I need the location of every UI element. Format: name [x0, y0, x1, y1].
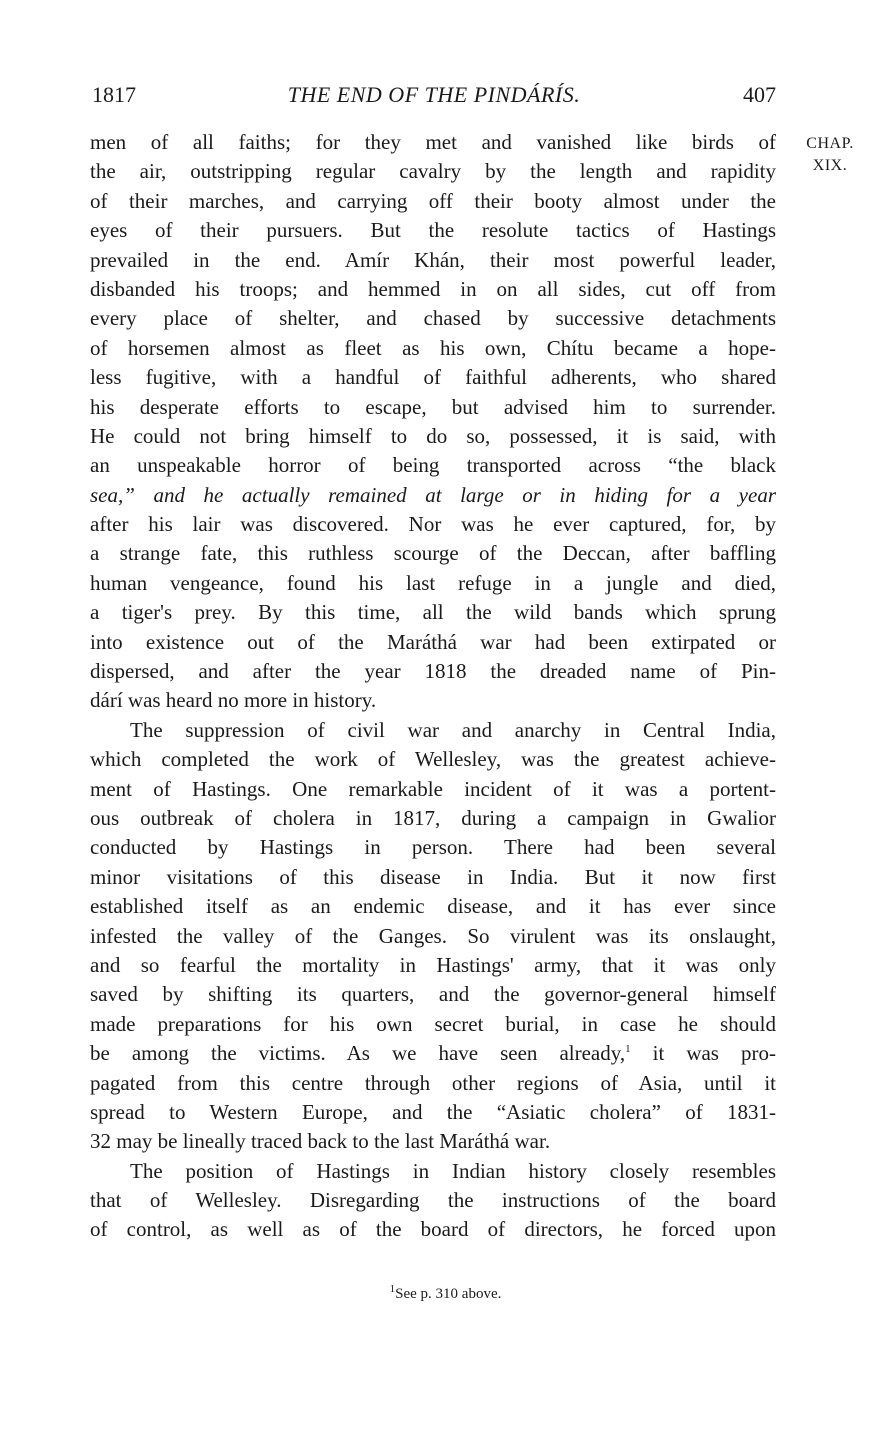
text-line: dárí was heard no more in history. [90, 688, 377, 713]
text-line: of their marches, and carrying off their booty almost under the [90, 188, 776, 213]
text-line: which completed the work of Wellesley, was the greatest achieve- [90, 747, 776, 772]
text-line: saved by shifting its quarters, and the governor-general himself [90, 982, 776, 1007]
text-line: prevailed in the end. Amír Khán, their most powerful leader, [90, 247, 776, 272]
text-line: after his lair was discovered. Nor was he ever captured, for, by [90, 512, 776, 537]
text-line: He could not bring himself to do so, possessed, it is said, with [90, 423, 776, 448]
text-line: pagated from this centre through other regions of Asia, until it [90, 1070, 776, 1095]
text-line: made preparations for his own secret burial, in case he should [90, 1011, 776, 1036]
text-line: the air, outstripping regular cavalry by the length and rapidity [90, 159, 776, 184]
paragraph-first-line: The position of Hastings in Indian history closely resembles [130, 1158, 776, 1183]
footnote-reference[interactable]: 1 [625, 1043, 631, 1056]
text-line: a strange fate, this ruthless scourge of the Deccan, after baffling [90, 541, 776, 566]
chapter-label: CHAP. [806, 135, 854, 152]
text-line: ment of Hastings. One remarkable incident of it was a portent- [90, 776, 776, 801]
text-line: of control, as well as of the board of directors, he forced upon [90, 1217, 776, 1242]
footnote [0, 1283, 891, 1303]
header-title: THE END OF THE PINDÁRÍS. [287, 82, 581, 107]
text-line: dispersed, and after the year 1818 the dreaded name of Pin- [90, 659, 776, 684]
text-line: established itself as an endemic disease, and it has ever since [90, 894, 776, 919]
text-line: into existence out of the Maráthá war had been extirpated or [90, 629, 776, 654]
text-line: ous outbreak of cholera in 1817, during a campaign in Gwalior [90, 805, 776, 830]
page-number: 407 [743, 82, 776, 107]
text-line: spread to Western Europe, and the “Asiatic cholera” of 1831- [90, 1099, 776, 1124]
text-segment: be among the victims. As we have seen already, [90, 1041, 626, 1066]
text-line: his desperate efforts to escape, but advised him to surrender. [90, 394, 776, 419]
paragraph-first-line: The suppression of civil war and anarchy in Central India, [130, 717, 776, 742]
footnote-text: See p. 310 above. [395, 1286, 502, 1302]
text-line: 32 may be lineally traced back to the last Maráthá war. [90, 1129, 551, 1154]
text-line: men of all faiths; for they met and vanished like birds of [90, 130, 776, 154]
text-line: human vengeance, found his last refuge in a jungle and died, [90, 570, 776, 595]
text-line: infested the valley of the Ganges. So virulent was its onslaught, [90, 923, 776, 948]
text-line: of horsemen almost as fleet as his own, Chítu became a hope- [90, 335, 776, 360]
text-line: conducted by Hastings in person. There had been several [90, 835, 776, 860]
text-line: minor visitations of this disease in India. But it now first [90, 864, 776, 889]
body-text [90, 128, 776, 1245]
text-line: and so fearful the mortality in Hastings' army, that it was only [90, 952, 776, 977]
footnote-marker: 1 [389, 1283, 396, 1295]
running-header [92, 82, 776, 112]
text-line-with-footnote [90, 1039, 776, 1068]
text-segment: it was pro- [630, 1041, 776, 1066]
text-line: disbanded his troops; and hemmed in on all sides, cut off from [90, 276, 776, 301]
text-line: every place of shelter, and chased by successive detachments [90, 306, 776, 331]
text-line: eyes of their pursuers. But the resolute tactics of Hastings [90, 218, 776, 243]
text-line: a tiger's prey. By this time, all the wild bands which sprung [90, 600, 776, 625]
text-line: less fugitive, with a handful of faithful adherents, who shared [90, 365, 776, 390]
chapter-margin-note [798, 133, 862, 177]
text-line: that of Wellesley. Disregarding the instructions of the board [90, 1188, 776, 1213]
text-line: sea,” and he actually remained at large or in hiding for a year [90, 482, 776, 507]
chapter-number: XIX. [812, 157, 848, 174]
text-line: an unspeakable horror of being transported across “the black [90, 453, 776, 478]
header-year: 1817 [92, 82, 136, 107]
